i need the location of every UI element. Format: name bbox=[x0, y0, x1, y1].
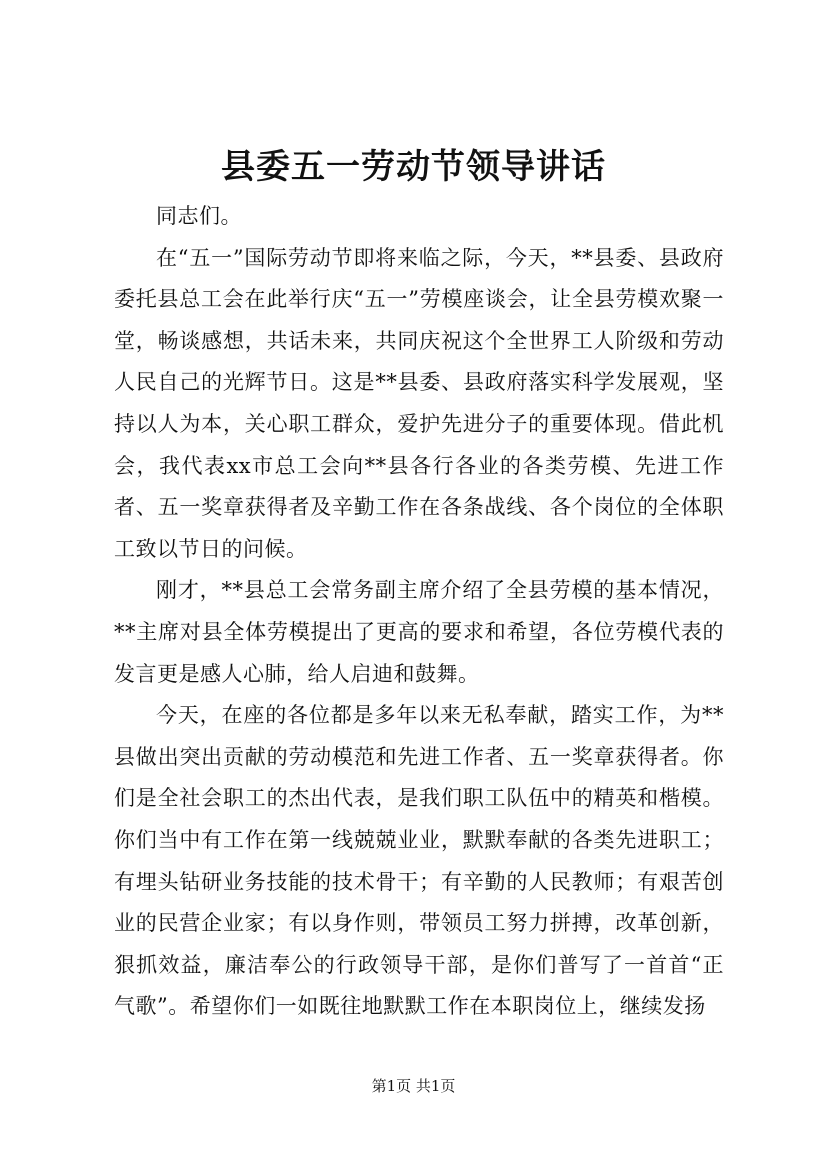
paragraph-salutation: 同志们。 bbox=[156, 204, 242, 228]
document-body bbox=[114, 196, 724, 1028]
paragraph: 刚才，**县总工会常务副主席介绍了全县劳模的基本情况，**主席对县全体劳模提出了更高的要求和希望，各位劳模代表的发言更是感人心肺，给人启迪和鼓舞。 bbox=[114, 578, 724, 686]
document-title: 县委五一劳动节领导讲话 bbox=[221, 147, 606, 187]
page-number-footer: 第1页 共1页 bbox=[371, 1077, 456, 1095]
paragraph: 在“五一”国际劳动节即将来临之际，今天，**县委、县政府委托县总工会在此举行庆“五一”劳模座谈会，让全县劳模欢聚一堂，畅谈感想，共话未来，共同庆祝这个全世界工人阶级和劳动人民自己的光辉节日。这是**县委、县政府落实科学发展观，坚持以人为本，关心职工群众，爱护先进分子的重要体现。借此机会，我代表xx市总工会向**县各行各业的各类劳模、先进工作者、五一奖章获得者及辛勤工作在各条战线、各个岗位的全体职工致以节日的问候。 bbox=[114, 245, 724, 561]
paragraph: 今天，在座的各位都是多年以来无私奉献，踏实工作，为**县做出突出贡献的劳动模范和先进工作者、五一奖章获得者。你们是全社会职工的杰出代表，是我们职工队伍中的精英和楷模。你们当中有工作在第一线兢兢业业，默默奉献的各类先进职工；有埋头钻研业务技能的技术骨干；有辛勤的人民教师；有艰苦创业的民营企业家；有以身作则，带领员工努力拼搏，改革创新，狠抓效益，廉洁奉公的行政领导干部，是你们普写了一首首“正气歌”。希望你们一如既往地默默工作在本职岗位上，继续发扬 bbox=[114, 703, 724, 1019]
